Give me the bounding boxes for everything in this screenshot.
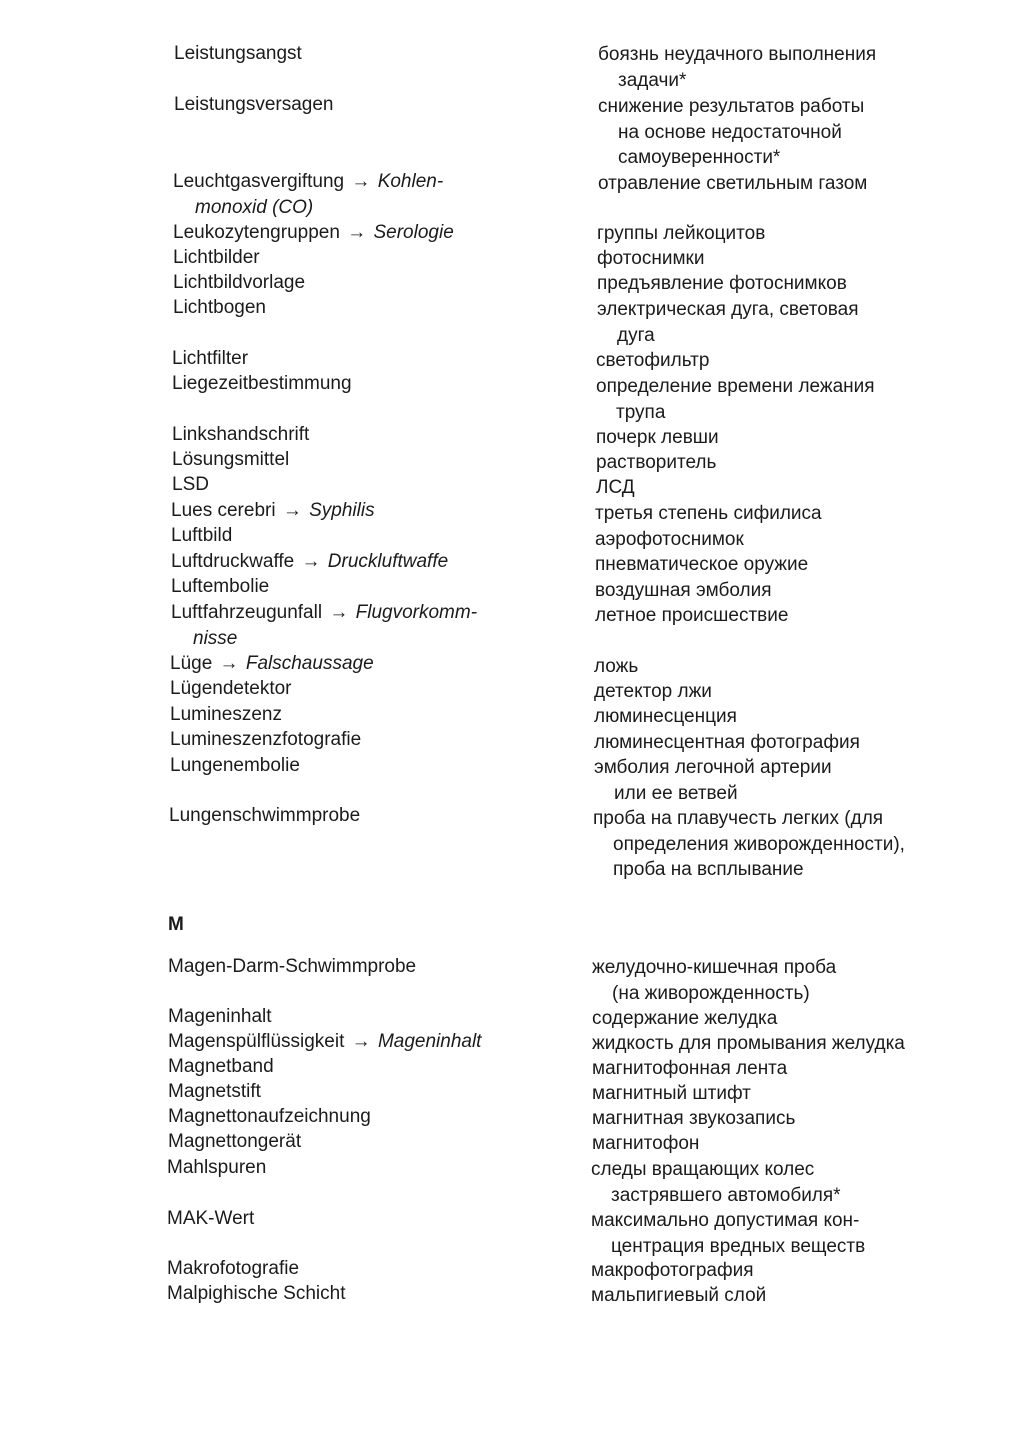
russian-translation — [592, 1081, 992, 1107]
translation-line: пневматическое оружие — [595, 554, 809, 575]
russian-translation — [596, 348, 996, 374]
term-text: Makrofotografie — [167, 1258, 300, 1279]
russian-translation — [596, 425, 996, 451]
translation-line: магнитофонная лента — [592, 1058, 788, 1079]
russian-translation — [592, 1131, 992, 1157]
russian-translation — [596, 475, 996, 501]
term-text: Leistungsversagen — [174, 94, 334, 115]
translation-line: светофильтр — [596, 350, 710, 371]
translation-line: следы вращающих колес — [591, 1159, 815, 1180]
translation-line: фотоснимки — [597, 248, 705, 269]
russian-translation — [595, 603, 995, 629]
cross-reference-continuation: monoxid (CO) — [195, 196, 314, 218]
translation-line: эмболия легочной артерии — [594, 757, 832, 778]
translation-line: летное происшествие — [595, 605, 789, 626]
russian-translation — [597, 221, 997, 247]
translation-line: магнитофон — [592, 1133, 700, 1154]
term-text: Lichtfilter — [172, 348, 249, 369]
arrow-icon: → — [346, 1031, 376, 1052]
term-text: Mageninhalt — [168, 1006, 272, 1027]
term-text: Luftdruckwaffe — [171, 551, 295, 572]
term-text: Leistungsangst — [174, 43, 302, 64]
translation-line: третья степень сифилиса — [595, 503, 822, 524]
cross-reference: Kohlen- — [377, 171, 444, 192]
russian-translation — [591, 1258, 991, 1284]
term-text: Lungenschwimmprobe — [169, 805, 361, 826]
translation-line: отравление светильным газом — [598, 173, 868, 194]
russian-translation — [597, 246, 997, 272]
translation-line: определение времени лежания — [596, 376, 875, 397]
russian-translation — [594, 730, 994, 756]
translation-line: определения живорожденности), — [613, 833, 905, 855]
translation-line: магнитный штифт — [592, 1083, 751, 1104]
translation-line: задачи* — [618, 69, 687, 91]
term-text: Lumineszenzfotografie — [170, 729, 362, 750]
section-letter: M — [168, 914, 184, 935]
russian-translation — [596, 374, 996, 425]
term-text: Lues cerebri — [171, 500, 276, 521]
translation-line: магнитная звукозапись — [592, 1108, 796, 1129]
translation-line: (на живорожденность) — [612, 982, 810, 1004]
term-text: Lichtbilder — [173, 247, 260, 268]
translation-line: боязнь неудачного выполнения — [598, 44, 877, 65]
term-text: LSD — [172, 474, 209, 495]
cross-reference: Flugvorkomm- — [355, 602, 478, 623]
translation-line: максимально допустимая кон- — [591, 1210, 860, 1231]
term-text: Lichtbogen — [173, 297, 266, 318]
translation-line: застрявшего автомобиля* — [611, 1184, 841, 1206]
russian-translation — [598, 94, 998, 171]
translation-line: или ее ветвей — [614, 782, 738, 804]
arrow-icon: → — [341, 222, 372, 243]
cross-reference: Druckluftwaffe — [327, 551, 449, 572]
russian-translation — [594, 704, 994, 730]
translation-line: предъявление фотоснимков — [597, 273, 847, 294]
translation-line: ложь — [594, 656, 639, 677]
translation-line: проба на всплывание — [613, 859, 804, 880]
russian-translation — [595, 501, 995, 527]
translation-line: самоуверенности* — [618, 147, 781, 168]
translation-line: макрофотография — [591, 1260, 754, 1281]
term-text: Lungenembolie — [170, 755, 300, 776]
arrow-icon: → — [324, 602, 354, 623]
translation-line: на основе недостаточной — [618, 121, 842, 143]
term-text: Leuchtgasvergiftung — [173, 171, 345, 192]
russian-translation — [592, 955, 992, 1006]
russian-translation — [597, 297, 997, 348]
russian-translation — [598, 171, 998, 197]
term-text: Luftembolie — [171, 576, 270, 597]
translation-line: проба на плавучесть легких (для — [593, 808, 884, 829]
cross-reference-continuation: nisse — [193, 627, 238, 649]
russian-translation — [596, 450, 996, 476]
arrow-icon: → — [214, 653, 244, 674]
russian-translation — [594, 679, 994, 705]
translation-line: желудочно-кишечная проба — [592, 957, 837, 978]
russian-translation — [598, 42, 998, 93]
translation-line: почерк левши — [596, 427, 719, 448]
russian-translation — [591, 1283, 991, 1309]
term-text: Magnettonaufzeichnung — [168, 1106, 371, 1127]
term-text: Liegezeitbestimmung — [172, 373, 352, 394]
russian-translation — [593, 806, 993, 883]
cross-reference: Syphilis — [309, 500, 375, 521]
russian-translation — [592, 1106, 992, 1132]
term-text: Luftfahrzeugunfall — [171, 602, 323, 623]
translation-line: детектор лжи — [594, 681, 712, 702]
term-text: Linkshandschrift — [172, 424, 310, 445]
term-text: Leukozytengruppen — [173, 222, 340, 243]
cross-reference: Serologie — [373, 222, 454, 243]
term-text: Magnetstift — [168, 1081, 261, 1102]
term-text: Lumineszenz — [170, 704, 282, 725]
cross-reference: Falschaussage — [245, 653, 374, 674]
translation-line: трупа — [616, 401, 666, 423]
arrow-icon: → — [346, 171, 376, 192]
russian-translation — [591, 1208, 991, 1259]
russian-translation — [592, 1056, 992, 1082]
term-text: Lichtbildvorlage — [173, 272, 306, 293]
russian-translation — [595, 552, 995, 578]
translation-line: содержание желудка — [592, 1008, 778, 1029]
translation-line: воздушная эмболия — [595, 580, 772, 601]
term-text: Lüge — [170, 653, 213, 674]
arrow-icon: → — [296, 551, 326, 572]
russian-translation — [591, 1157, 991, 1208]
translation-line: снижение результатов работы — [598, 96, 865, 117]
translation-line: люминесцентная фотография — [594, 732, 860, 753]
russian-translation — [594, 755, 994, 806]
cross-reference: Mageninhalt — [377, 1031, 482, 1052]
term-text: Magen-Darm-Schwimmprobe — [168, 956, 417, 977]
translation-line: аэрофотоснимок — [595, 529, 744, 550]
term-text: Magnettongerät — [168, 1131, 302, 1152]
translation-line: центрация вредных веществ — [611, 1235, 866, 1257]
arrow-icon: → — [277, 500, 308, 521]
translation-line: жидкость для промывания желудка — [592, 1033, 905, 1054]
term-text: MAK-Wert — [167, 1208, 255, 1229]
translation-line: ЛСД — [596, 477, 635, 498]
term-text: Malpighische Schicht — [167, 1283, 346, 1304]
russian-translation — [597, 271, 997, 297]
term-text: Lügendetektor — [170, 678, 292, 699]
russian-translation — [595, 578, 995, 604]
translation-line: электрическая дуга, световая — [597, 299, 859, 320]
term-text: Luftbild — [171, 525, 233, 546]
translation-line: люминесценция — [594, 706, 737, 727]
russian-translation — [592, 1006, 992, 1032]
translation-line: дуга — [617, 324, 655, 346]
term-text: Mahlspuren — [167, 1157, 267, 1178]
translation-line: мальпигиевый слой — [591, 1285, 767, 1306]
term-text: Lösungsmittel — [172, 449, 290, 470]
russian-translation — [592, 1031, 992, 1057]
translation-line: группы лейкоцитов — [597, 223, 766, 244]
russian-translation — [594, 654, 994, 680]
russian-translation — [595, 527, 995, 553]
term-text: Magnetband — [168, 1056, 274, 1077]
translation-line: растворитель — [596, 452, 717, 473]
term-text: Magenspülflüssigkeit — [168, 1031, 345, 1052]
